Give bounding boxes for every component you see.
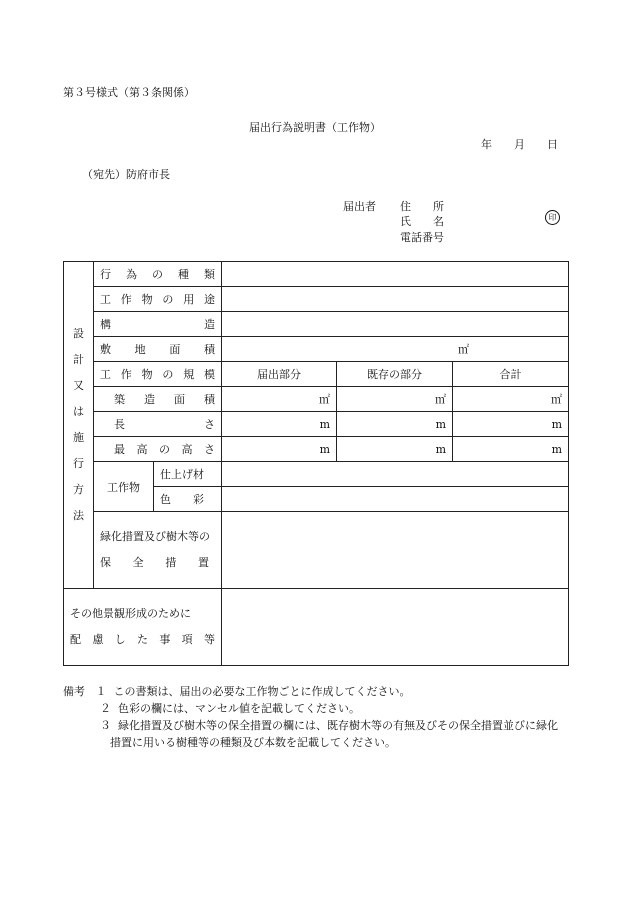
date-year-label: 年	[481, 138, 492, 151]
page-title: 届出行為説明書（工作物）	[249, 121, 381, 134]
note-1: この書類は、届出の必要な工作物ごとに作成してください。	[113, 685, 411, 698]
length-report[interactable]: m	[222, 412, 337, 437]
max-height-total[interactable]: m	[453, 437, 569, 462]
activity-type-label: 行為の種類	[94, 262, 222, 287]
site-area-label: 敷地面積	[94, 337, 222, 362]
name-label: 氏 名	[400, 215, 444, 228]
building-area-label: 築造面積	[94, 387, 222, 412]
other-field[interactable]	[222, 589, 569, 666]
greening-field[interactable]	[222, 512, 569, 589]
note-3b: 措置に用いる樹種等の種類及び本数を記載してください。	[110, 736, 396, 749]
col-existing-header: 既存の部分	[337, 362, 453, 387]
description-table	[63, 261, 569, 666]
design-section-label: 設 計 又 は 施 行 方 法	[64, 262, 94, 589]
building-area-existing[interactable]: ㎡	[337, 387, 453, 412]
structure-label: 構造	[94, 312, 222, 337]
structure-field[interactable]	[222, 312, 569, 337]
notes-label: 備考	[63, 685, 85, 698]
max-height-label: 最高の高さ	[94, 437, 222, 462]
form-id: 第３号様式（第３条関係）	[63, 86, 195, 99]
addressee: （宛先）防府市長	[82, 168, 170, 181]
max-height-existing[interactable]: m	[337, 437, 453, 462]
site-area-field[interactable]	[222, 337, 569, 362]
finish-field[interactable]	[222, 462, 569, 487]
usage-label: 工作物の用途	[94, 287, 222, 312]
activity-type-field[interactable]	[222, 262, 569, 287]
structure-obj-label: 工作物	[94, 462, 154, 512]
note-3a: 緑化措置及び樹木等の保全措置の欄には、既存樹木等の有無及びその保全措置並びに緑化	[118, 719, 558, 732]
date-day-label: 日	[547, 138, 558, 151]
note-2: 色彩の欄には、マンセル値を記載してください。	[118, 702, 360, 715]
length-label: 長さ	[94, 412, 222, 437]
building-area-total[interactable]: ㎡	[453, 387, 569, 412]
applicant-label: 届出者	[343, 200, 376, 213]
site-area-unit: ㎡	[458, 343, 469, 356]
length-existing[interactable]: m	[337, 412, 453, 437]
scale-label: 工作物の規模	[94, 362, 222, 387]
usage-field[interactable]	[222, 287, 569, 312]
color-label: 色 彩	[154, 487, 222, 512]
max-height-report[interactable]: m	[222, 437, 337, 462]
seal-mark: 印	[545, 210, 560, 225]
length-total[interactable]: m	[453, 412, 569, 437]
building-area-report[interactable]: ㎡	[222, 387, 337, 412]
color-field[interactable]	[222, 487, 569, 512]
date-month-label: 月	[514, 138, 525, 151]
other-label: その他景観形成のために 配慮した事項等	[64, 589, 222, 666]
finish-label: 仕上げ材	[154, 462, 222, 487]
col-report-header: 届出部分	[222, 362, 337, 387]
col-total-header: 合計	[453, 362, 569, 387]
phone-label: 電話番号	[400, 231, 444, 244]
address-label: 住 所	[400, 200, 444, 213]
notes: 備考 １ この書類は、届出の必要な工作物ごとに作成してください。 ２ 色彩の欄には、マンセル値を記載してください。 ３ 緑化措置及び樹木等の保全措置の欄には、既存樹木等の有無及びその保全措置並びに緑化 措置に用いる樹種等の種類及び本数を記載してください。	[63, 685, 558, 749]
greening-label: 緑化措置及び樹木等の 保全措置	[94, 512, 222, 589]
